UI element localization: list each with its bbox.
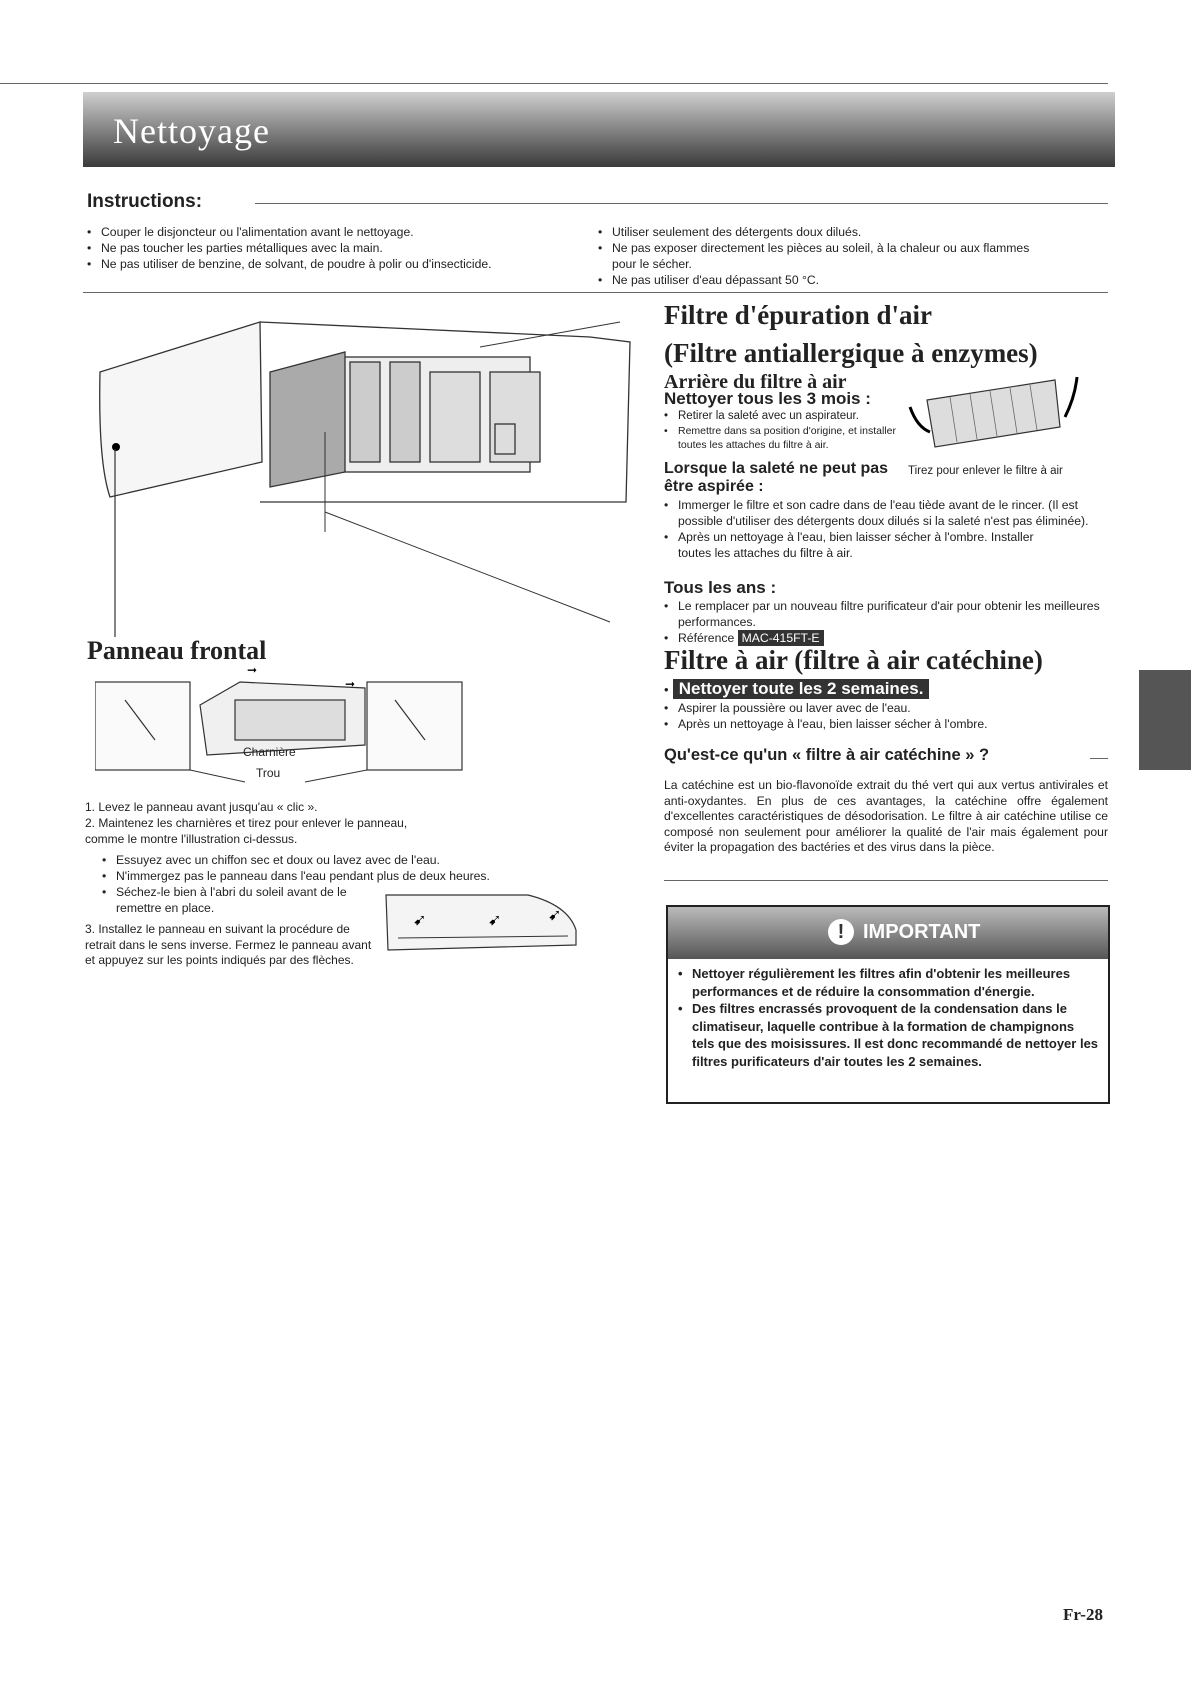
list-item: • Retirer la saleté avec un aspirateur.: [662, 409, 907, 424]
list-item: • Ne pas toucher les parties métalliques avec la main.: [85, 240, 585, 256]
list-item: • Ne pas utiliser de benzine, de solvant, de poudre à polir ou d'insecticide.: [85, 256, 585, 272]
list-item: • Nettoyer régulièrement les filtres afin d'obtenir les meilleures performances et de réduire la consommation d'énergie.: [676, 965, 1100, 1000]
purification-title-1: Filtre d'épuration d'air: [664, 300, 932, 330]
important-title: IMPORTANT: [863, 921, 981, 943]
list-item: • Ne pas utiliser d'eau dépassant 50 °C.: [596, 272, 1046, 288]
panel-closing-illustration: [378, 890, 578, 960]
back-of-filter-title: Arrière du filtre à air: [664, 371, 847, 393]
list-item: • Couper le disjoncteur ou l'alimentation avant le nettoyage.: [85, 224, 585, 240]
svg-text:➹: ➹: [548, 905, 562, 924]
reference-code: MAC-415FT-E: [738, 630, 824, 646]
panel-step-2: 2. Maintenez les charnières et tirez pour enlever le panneau, comme le montre l'illustration ci-dessus.: [85, 816, 408, 846]
list-item: • Ne pas exposer directement les pièces au soleil, à la chaleur ou aux flammes pour le sécher.: [596, 240, 1046, 272]
list-item: • Utiliser seulement des détergents doux dilués.: [596, 224, 1046, 240]
list-item: • Des filtres encrassés provoquent de la condensation dans le climatiseur, laquelle contribue à la formation de champignons tels que des moisissures. Il est donc recommandé de nettoyer les filtres purificateurs d'air toutes les 2 semaines.: [676, 1000, 1100, 1070]
svg-text:➹: ➹: [413, 910, 427, 929]
svg-text:➞: ➞: [345, 677, 356, 691]
instructions-left-list: [85, 224, 585, 272]
catechin-bottom-rule: [664, 880, 1108, 881]
catechin-list: [662, 700, 1107, 732]
instructions-rule: [255, 203, 1108, 204]
label-hinge: Charnière: [243, 745, 296, 759]
list-item: • Aspirer la poussière ou laver avec de l'eau.: [662, 700, 1107, 716]
question-rule: [1090, 758, 1108, 759]
list-item: • Séchez-le bien à l'abri du soleil avant de le remettre en place.: [100, 884, 376, 916]
list-item: • Remettre dans sa position d'origine, et installer toutes les attaches du filtre à air.: [662, 424, 907, 452]
side-tab: [1139, 670, 1191, 770]
svg-text:➹: ➹: [488, 910, 502, 929]
svg-text:➞: ➞: [247, 663, 258, 677]
page-number: Fr-28: [1063, 1605, 1103, 1624]
important-box: [666, 905, 1110, 1104]
list-item: • Le remplacer par un nouveau filtre purificateur d'air pour obtenir les meilleures performances.: [662, 598, 1107, 630]
every-3-months-list: [662, 409, 907, 452]
instructions-heading: Instructions:: [87, 191, 203, 212]
exclamation-icon: !: [828, 919, 854, 945]
reference-label: Référence: [678, 631, 735, 645]
section-banner: [83, 92, 1115, 167]
list-item: [662, 630, 1107, 646]
filter-back-illustration: [905, 372, 1085, 452]
list-item: • Après un nettoyage à l'eau, bien laisser sécher à l'ombre.: [662, 716, 1107, 732]
important-list: [668, 959, 1108, 1070]
air-conditioner-illustration: [90, 312, 650, 662]
label-hole: Trou: [256, 766, 281, 780]
page-title: Nettoyage: [113, 111, 270, 151]
catechin-paragraph: La catéchine est un bio-flavonoïde extrait du thé vert qui aux vertus antivirales et anti-oxydantes. En plus de ces avantages, la catéchine offre également d'excellentes caractéristiques de désodorisation. Le filtre à air catéchine utilise ce composé non seulement pour améliorer la qualité de l'air mais également pour éviter la propagation des bactéries et des virus dans la pièce.: [664, 778, 1108, 855]
list-item: • Immerger le filtre et son cadre dans de l'eau tiède avant de le rincer. (Il est possible d'utiliser des détergents doux dilués si la saleté n'est pas éliminée).: [662, 497, 1107, 529]
instructions-bottom-rule: [83, 292, 1108, 293]
top-rule: [0, 83, 1108, 84]
pull-filter-caption: Tirez pour enlever le filtre à air: [908, 465, 1063, 477]
instructions-right-list: [596, 224, 1046, 288]
purification-title-2: (Filtre antiallergique à enzymes): [664, 338, 1038, 368]
panel-step-1: 1. Levez le panneau avant jusqu'au « clic ».: [85, 800, 318, 814]
every-3-months-heading: Nettoyer tous les 3 mois :: [664, 389, 871, 408]
clean-every-2-weeks-tag: Nettoyer toute les 2 semaines.: [673, 679, 930, 699]
list-item: • N'immergez pas le panneau dans l'eau pendant plus de deux heures.: [100, 868, 560, 884]
yearly-list: [662, 598, 1107, 646]
list-item: • Après un nettoyage à l'eau, bien laisser sécher à l'ombre. Installer toutes les attaches du filtre à air.: [662, 529, 1043, 561]
catechin-title: Filtre à air (filtre à air catéchine): [664, 645, 1043, 675]
yearly-heading: Tous les ans :: [664, 578, 777, 597]
catechin-question: Qu'est-ce qu'un « filtre à air catéchine » ?: [664, 746, 990, 764]
panel-step-3: 3. Installez le panneau en suivant la procédure de retrait dans le sens inverse. Fermez le panneau avant et appuyez sur les points indiqués par des flèches.: [85, 922, 372, 967]
panel-title: Panneau frontal: [87, 636, 267, 665]
dirt-list: [662, 497, 1107, 561]
dirt-heading: Lorsque la saleté ne peut pas être aspirée :: [664, 460, 889, 495]
panel-removal-illustration: [95, 660, 470, 785]
catechin-banner: • Nettoyer toute les 2 semaines.: [664, 679, 929, 699]
list-item: • Essuyez avec un chiffon sec et doux ou lavez avec de l'eau.: [100, 852, 560, 868]
important-header: [668, 907, 1108, 959]
